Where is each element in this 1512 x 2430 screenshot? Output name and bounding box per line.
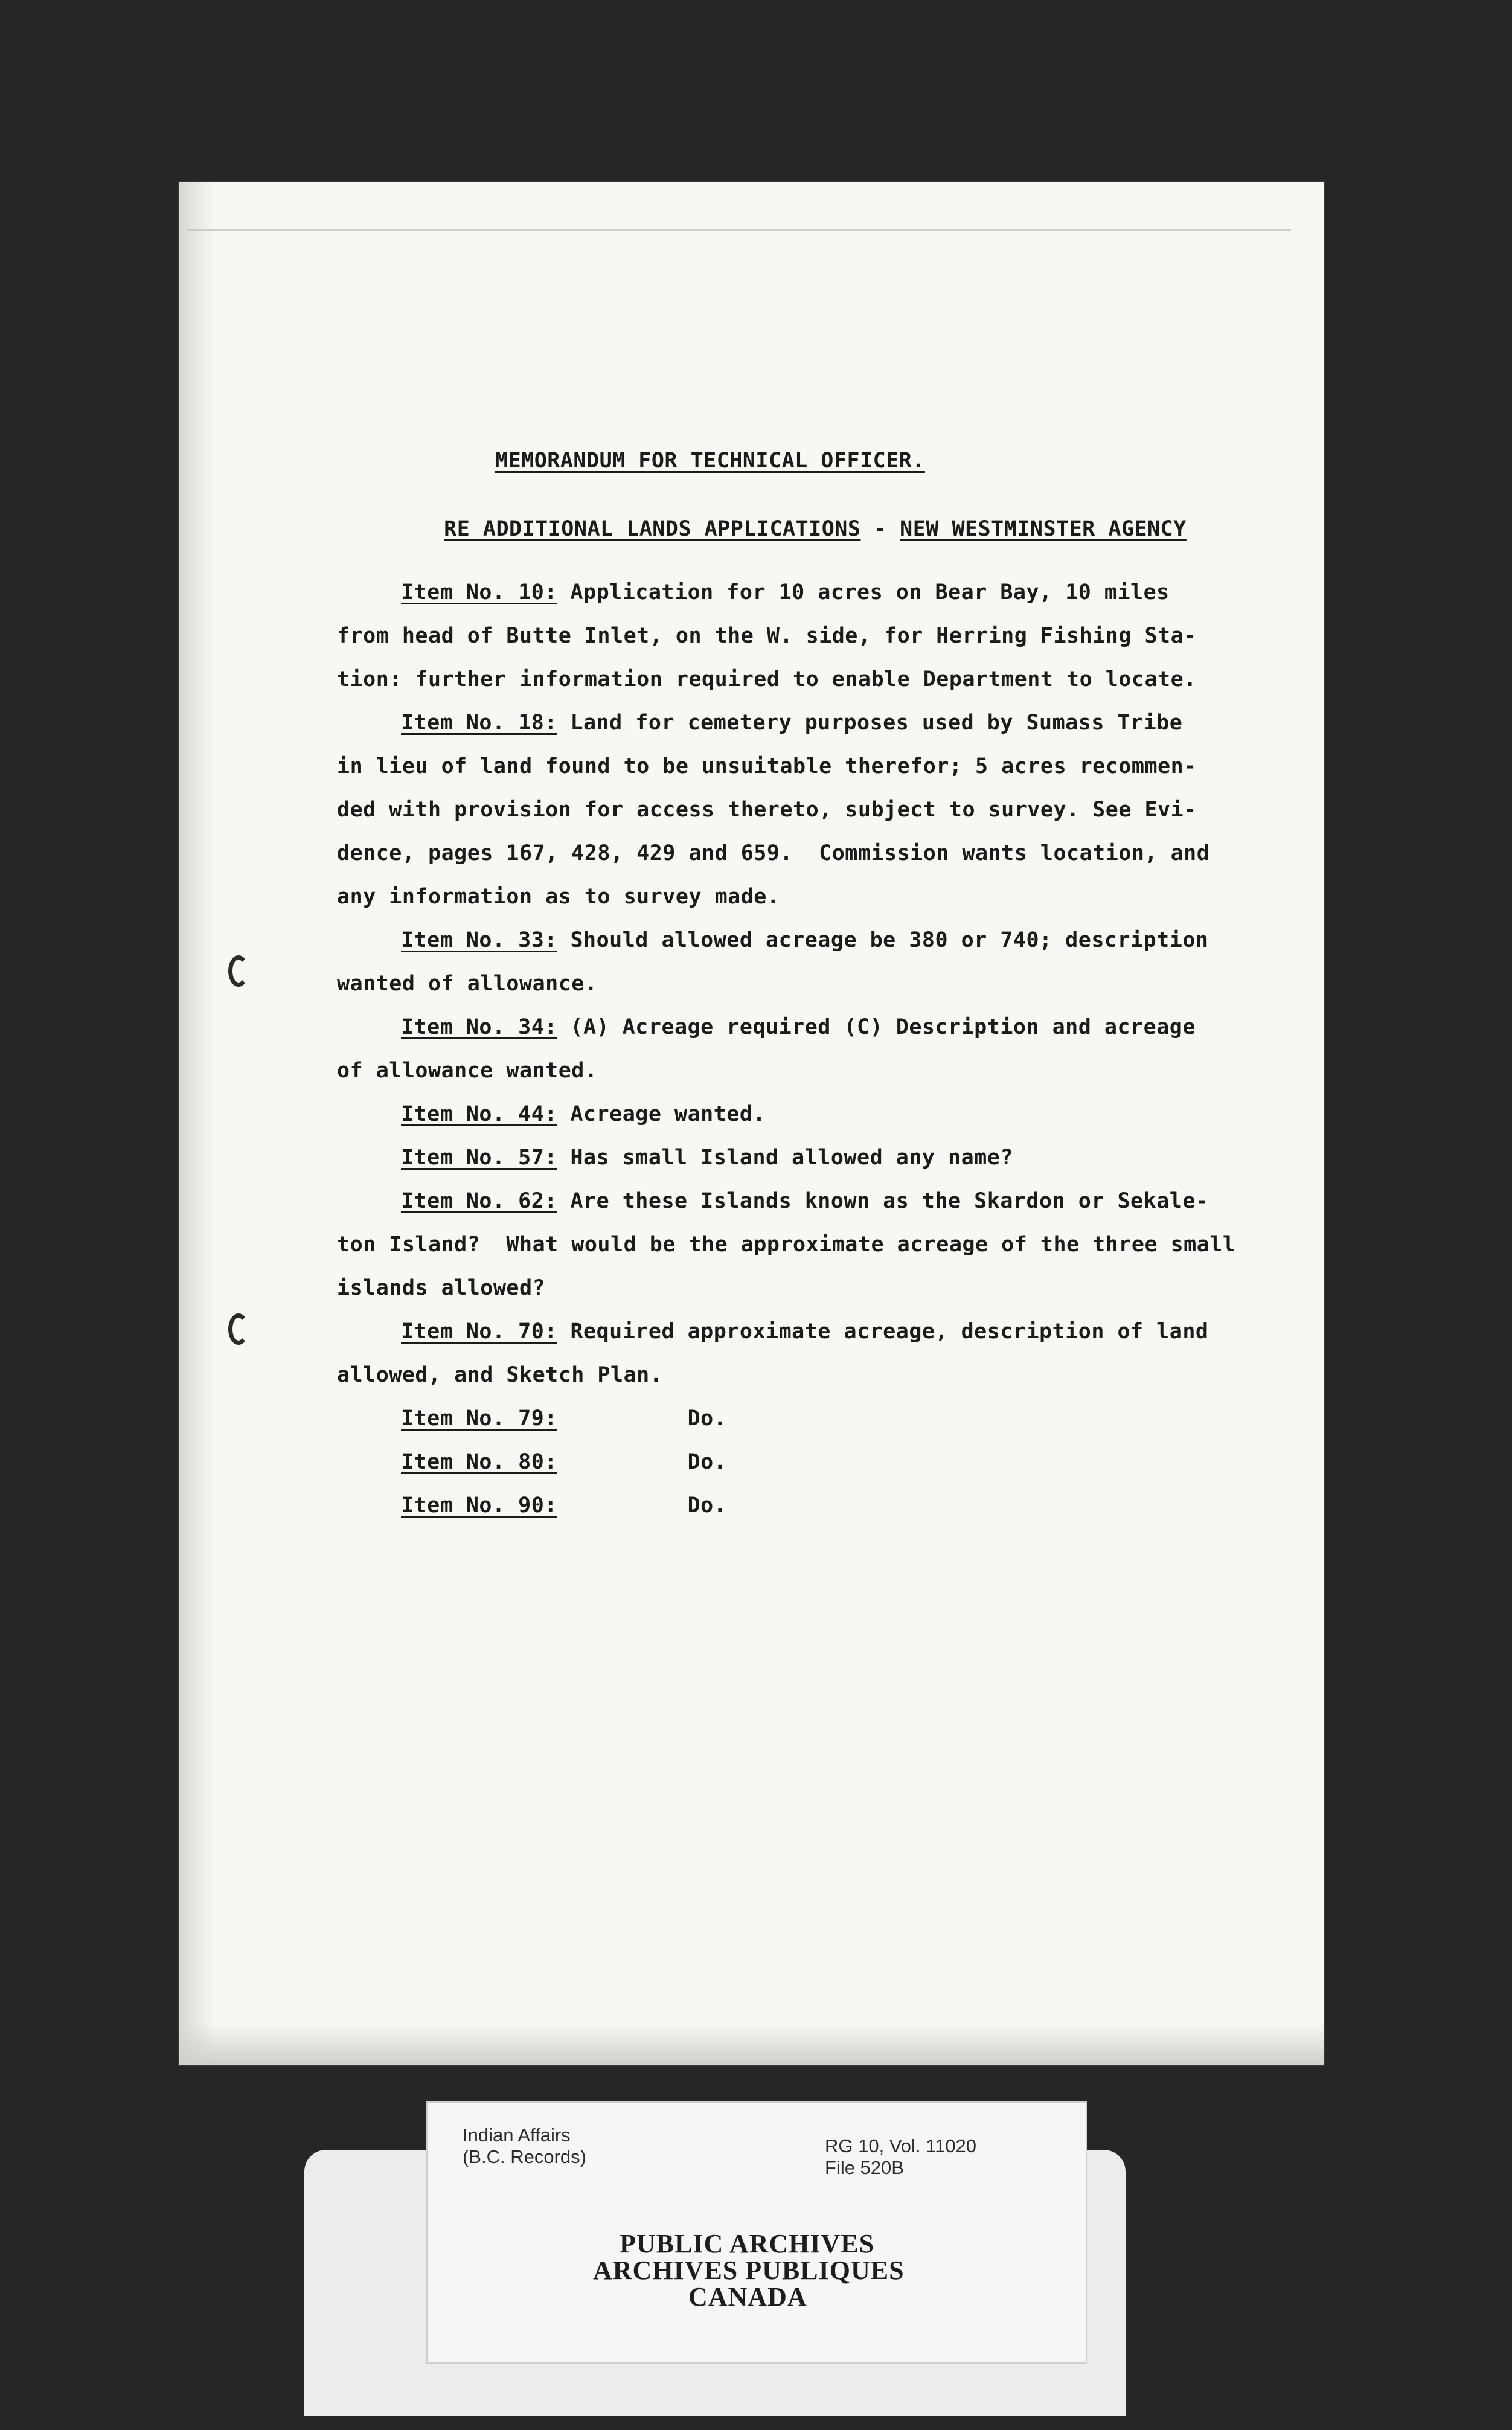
archive-ref-line-1: RG 10, Vol. 11020 [825, 2135, 977, 2156]
item-70-line-1 [401, 1321, 1208, 1342]
item-90-line-1 [401, 1495, 726, 1516]
item-10-text-1: Application for 10 acres on Bear Bay, 10 miles [557, 580, 1170, 604]
page-shadow-left [179, 182, 215, 2065]
archives-stamp-line-2: ARCHIVES PUBLIQUES [593, 2255, 905, 2285]
item-34-label: Item No. 34: [401, 1015, 557, 1039]
item-10-line-3: tion: further information required to enable Department to locate. [337, 667, 1197, 691]
item-80-text-1: Do. [557, 1450, 727, 1474]
item-18-line-5: any information as to survey made. [337, 885, 780, 909]
item-70-line-2: allowed, and Sketch Plan. [337, 1363, 663, 1387]
punch-hole-lower [228, 1313, 249, 1345]
item-62-line-3: islands allowed? [337, 1276, 546, 1300]
item-18-line-4: dence, pages 167, 428, 429 and 659. Commission wants location, and [337, 841, 1210, 865]
item-62-label: Item No. 62: [401, 1189, 557, 1213]
item-44-line-1 [401, 1104, 766, 1125]
item-34-line-2: of allowance wanted. [337, 1059, 598, 1083]
item-70-text-1: Required approximate acreage, description of land [557, 1319, 1209, 1344]
archives-stamp-line-3: CANADA [688, 2282, 807, 2312]
archive-ref-line-2: File 520B [825, 2157, 904, 2178]
item-79-text-1: Do. [557, 1406, 727, 1431]
item-62-line-2: ton Island? What would be the approximate acreage of the three small [337, 1233, 1236, 1257]
item-80-line-1 [401, 1452, 726, 1473]
memo-subtitle-left: RE ADDITIONAL LANDS APPLICATIONS [444, 517, 861, 541]
item-10-label: Item No. 10: [401, 580, 557, 604]
item-57-line-1 [401, 1147, 1013, 1169]
page-fold-line [187, 229, 1291, 253]
item-18-line-2: in lieu of land found to be unsuitable therefor; 5 acres recommen- [337, 754, 1197, 778]
item-44-text-1: Acreage wanted. [557, 1102, 766, 1126]
item-10-line-2: from head of Butte Inlet, on the W. side, for Herring Fishing Sta- [337, 624, 1197, 648]
item-57-label: Item No. 57: [401, 1146, 557, 1170]
item-90-label: Item No. 90: [401, 1493, 557, 1518]
item-62-text-1: Are these Islands known as the Skardon or Sekale- [557, 1189, 1209, 1213]
item-70-label: Item No. 70: [401, 1319, 557, 1344]
item-33-label: Item No. 33: [401, 928, 557, 952]
archives-stamp-line-1: PUBLIC ARCHIVES [620, 2229, 875, 2258]
item-10-line-1 [401, 582, 1170, 603]
memo-subtitle-separator: - [860, 517, 900, 541]
punch-hole-upper [228, 955, 249, 987]
item-57-text-1: Has small Island allowed any name? [557, 1146, 1013, 1170]
item-18-line-3: ded with provision for access thereto, subject to survey. See Evi- [337, 798, 1197, 822]
archive-dept-line-2: (B.C. Records) [463, 2146, 586, 2167]
item-90-text-1: Do. [557, 1493, 727, 1518]
item-34-line-1 [401, 1017, 1196, 1038]
memo-subtitle [418, 498, 1187, 540]
item-18-label: Item No. 18: [401, 711, 557, 735]
memo-subtitle-right: NEW WESTMINSTER AGENCY [900, 517, 1187, 541]
item-79-line-1 [401, 1408, 726, 1429]
item-33-text-1: Should allowed acreage be 380 or 740; description [557, 928, 1209, 952]
item-80-label: Item No. 80: [401, 1450, 557, 1474]
archive-dept-line-1: Indian Affairs [463, 2124, 571, 2146]
item-62-line-1 [401, 1191, 1208, 1212]
item-44-label: Item No. 44: [401, 1102, 557, 1126]
item-33-line-1 [401, 930, 1208, 951]
item-18-line-1 [401, 713, 1182, 734]
item-79-label: Item No. 79: [401, 1406, 557, 1431]
item-34-text-1: (A) Acreage required (C) Description and acreage [557, 1015, 1196, 1039]
item-18-text-1: Land for cemetery purposes used by Sumass Tribe [557, 711, 1183, 735]
page-shadow-bottom [179, 2023, 1324, 2065]
item-33-line-2: wanted of allowance. [337, 972, 598, 996]
memo-title: MEMORANDUM FOR TECHNICAL OFFICER. [495, 449, 925, 473]
